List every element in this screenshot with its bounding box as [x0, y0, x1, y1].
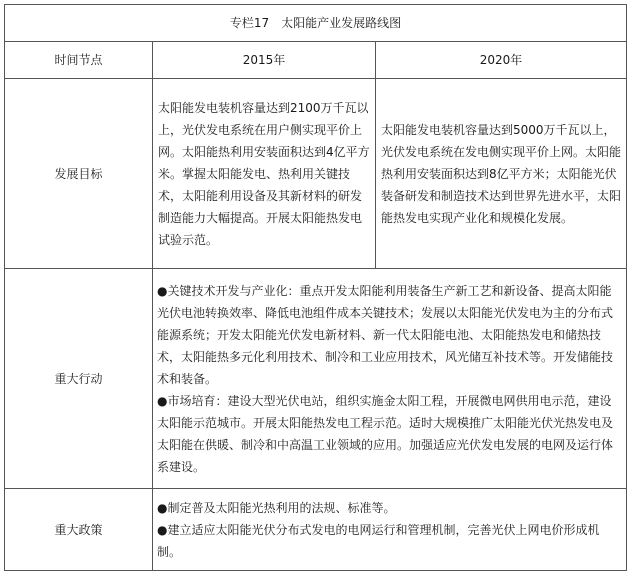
header-time: 时间节点 [5, 42, 153, 79]
policy-item-standards: ●制定普及太阳能光热利用的法规、标准等。 [157, 500, 396, 515]
actions-content [153, 269, 627, 489]
title-row [5, 5, 627, 42]
policy-label: 重大政策 [5, 489, 153, 571]
header-2015: 2015年 [153, 42, 376, 79]
policy-content [153, 489, 627, 571]
action-item-market: ●市场培育：建设大型光伏电站，组织实施金太阳工程，开展微电网供用电示范，建设太阳能示范城市。开展太阳能热发电工程示范。适时大规模推广太阳能光伏光热发电及太阳能在供暖、制冷和中高温工业领域的应用。加强适应光伏发电发展的电网及运行体系建设。 [157, 393, 614, 474]
goals-2015-text: 太阳能发电装机容量达到2100万千瓦以上，光伏发电系统在用户侧实现平价上网。太阳能热利用安装面积达到4亿平方米。掌握太阳能发电、热利用关键技术，太阳能利用设备及其新材料的研发制造能力大幅提高。开展太阳能热发电试验示范。 [153, 79, 376, 269]
table-title: 专栏17 太阳能产业发展路线图 [5, 5, 627, 42]
policy-row [5, 489, 627, 571]
goals-2020-text: 太阳能发电装机容量达到5000万千瓦以上，光伏发电系统在发电侧实现平价上网。太阳能热利用安装面积达到8亿平方米；太阳能光伏装备研发和制造技术达到世界先进水平，太阳能热发电实现产业化和规模化发展。 [376, 79, 627, 269]
solar-roadmap-table [4, 4, 627, 571]
goals-label: 发展目标 [5, 79, 153, 269]
actions-label: 重大行动 [5, 269, 153, 489]
policy-item-grid: ●建立适应太阳能光伏分布式发电的电网运行和管理机制，完善光伏上网电价形成机制。 [157, 522, 600, 559]
header-row [5, 42, 627, 79]
goals-row [5, 79, 627, 269]
actions-row [5, 269, 627, 489]
header-2020: 2020年 [376, 42, 627, 79]
roadmap-table-container [4, 4, 627, 571]
action-item-tech: ●关键技术开发与产业化：重点开发太阳能利用装备生产新工艺和新设备、提高太阳能光伏电池转换效率、降低电池组件成本关键技术；发展以太阳能光伏发电为主的分布式能源系统；开发太阳能光伏发电新材料、新一代太阳能电池、太阳能热发电和储热技术，太阳能热多元化利用技术、制冷和工业应用技术，风光储互补技术等。开发储能技术和装备。 [157, 283, 614, 386]
